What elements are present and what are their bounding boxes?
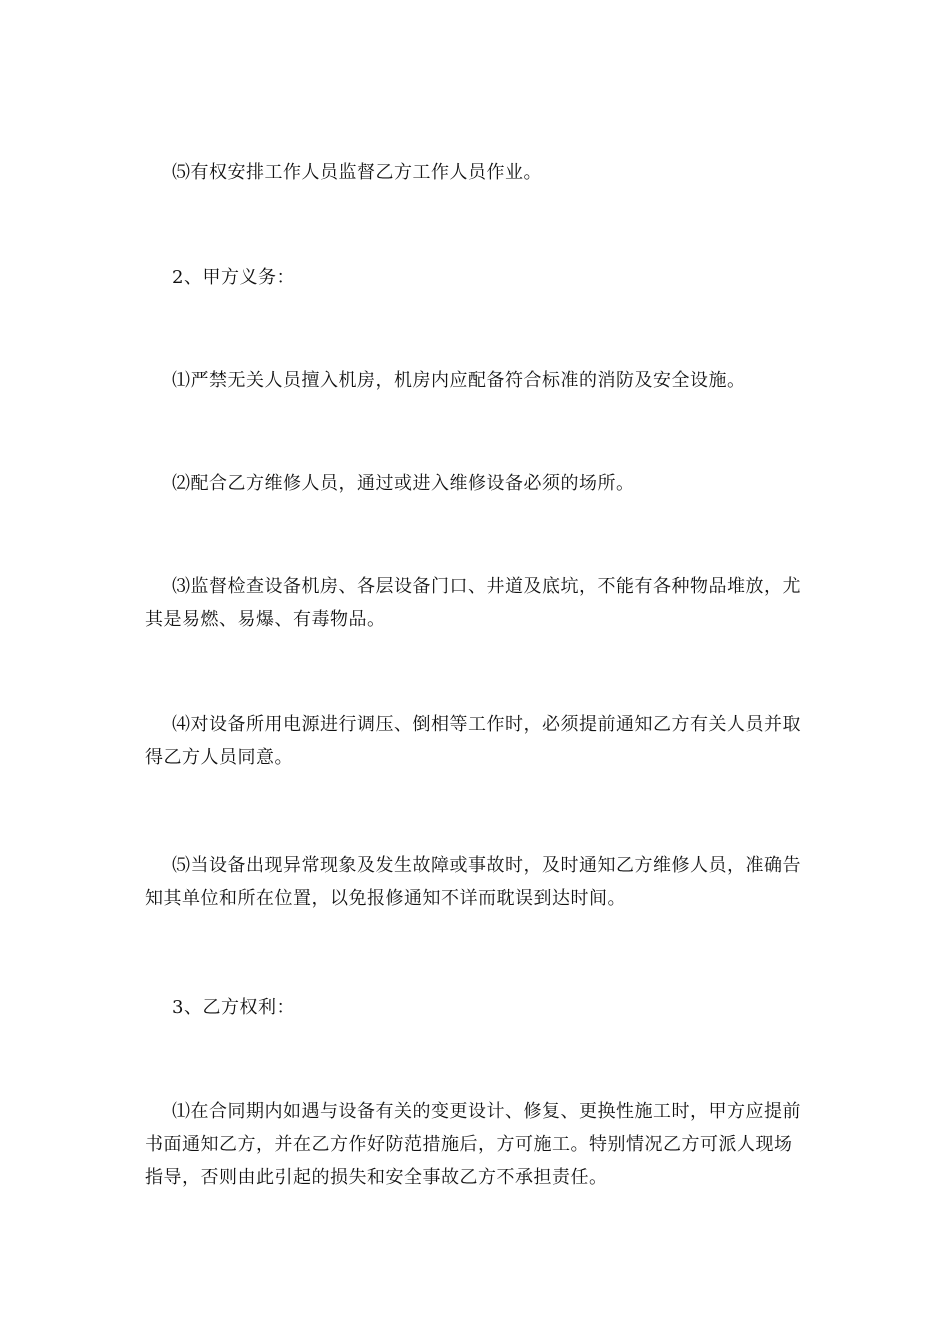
paragraph-obligation-5: ⑸当设备出现异常现象及发生故障或事故时，及时通知乙方维修人员，准确告知其单位和所在位置，以免报修通知不详而耽误到达时间。	[145, 855, 801, 909]
paragraph-obligation-4: ⑷对设备所用电源进行调压、倒相等工作时，必须提前通知乙方有关人员并取得乙方人员同意。	[145, 714, 801, 768]
paragraph-obligation-1: ⑴严禁无关人员擅入机房，机房内应配备符合标准的消防及安全设施。	[172, 370, 746, 391]
paragraph-obligation-2: ⑵配合乙方维修人员，通过或进入维修设备必须的场所。	[172, 473, 635, 494]
section-heading-party-b-rights: 3、乙方权利：	[172, 997, 295, 1018]
paragraph-party-b-right-1: ⑴在合同期内如遇与设备有关的变更设计、修复、更换性施工时，甲方应提前书面通知乙方，并在乙方作好防范措施后，方可施工。特别情况乙方可派人现场指导，否则由此引起的损失和安全事故乙方不承担责任。	[145, 1101, 801, 1188]
paragraph-party-a-right-5: ⑸有权安排工作人员监督乙方工作人员作业。	[172, 162, 542, 183]
paragraph-obligation-3: ⑶监督检查设备机房、各层设备门口、井道及底坑，不能有各种物品堆放，尤其是易燃、易爆、有毒物品。	[145, 576, 801, 630]
section-heading-party-a-obligations: 2、甲方义务：	[172, 267, 295, 288]
